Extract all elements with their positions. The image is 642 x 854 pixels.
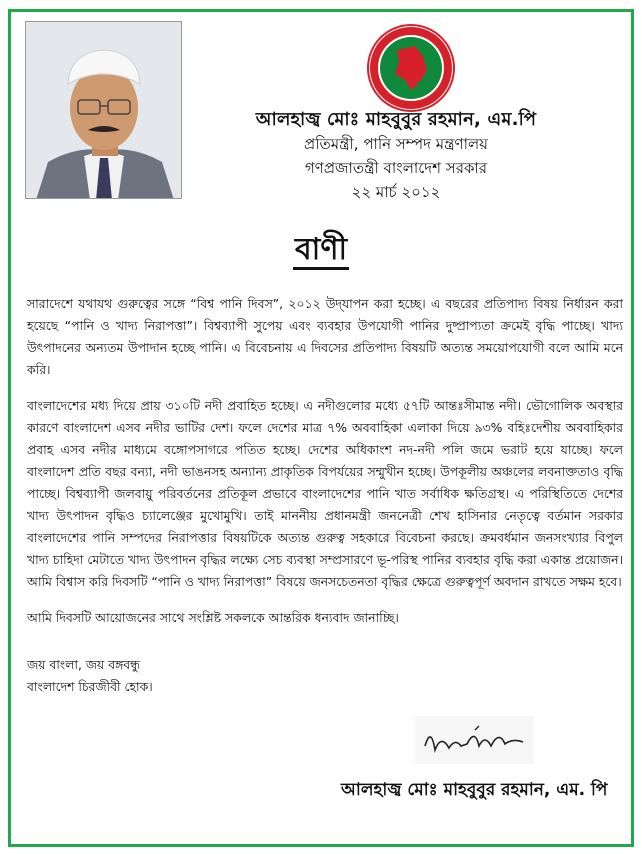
signature-scribble (415, 716, 533, 764)
government-seal-emblem (357, 22, 465, 114)
handwritten-signature (415, 716, 533, 764)
portrait-photo (25, 21, 182, 199)
message-body (27, 293, 623, 643)
closing-line-2: বাংলাদেশ চিরজীবী হোক। (27, 679, 153, 694)
signatory-name: আলহাজ্ব মোঃ মাহবুবুর রহমান, এম. পি (341, 780, 608, 800)
sender-name: আলহাজ্ব মোঃ মাহবুবুর রহমান, এম.পি (255, 109, 537, 130)
document-frame (8, 9, 634, 847)
message-heading (11, 225, 631, 276)
government-name: গণপ্রজাতন্ত্রী বাংলাদেশ সরকার (304, 159, 488, 177)
portrait-image (26, 22, 182, 199)
sender-header (201, 108, 591, 204)
closing-line-1: জয় বাংলা, জয় বঙ্গবন্ধু (27, 657, 140, 672)
message-heading-text: বাণী (293, 232, 349, 270)
government-seal (357, 22, 465, 114)
closing-slogans (27, 654, 153, 698)
paragraph-1: সারাদেশে যথাযথ গুরুত্বের সঙ্গে “বিশ্ব পানি দিবস”, ২০১২ উদ্‌যাপন করা হচ্ছে। এ বছরের প্রতিপাদ্য বিষয় নির্ধারন করা হয়েছে “পানি ও খাদ্য নিরাপত্তা”। বিশ্বব্যাপী সুপেয় এবং ব্যবহার উপযোগী পানির দুষ্প্রাপ্যতা ক্রমেই বৃদ্ধি পাচ্ছে। খাদ্য উৎপাদনের অন্যতম উপাদান হচ্ছে পানি। এ বিবেচনায় এ দিবসের প্রতিপাদ্য বিষয়টি অত্যন্ত সময়োপযোগী বলে আমি মনে করি। (27, 296, 623, 377)
paragraph-2: বাংলাদেশের মধ্য দিয়ে প্রায় ৩১০টি নদী প্রবাহিত হচ্ছে। এ নদীগুলোর মধ্যে ৫৭টি আন্তঃসীমান্ত নদী। ভৌগোলিক অবস্থার কারণে বাংলাদেশ এসব নদীর ভাটির দেশ। ফলে দেশের মাত্র ৭% অববাহিকা এলাকা দিয়ে ৯৩% বহিঃদেশীয় অববাহিকার প্রবাহ এসব নদীর মাধ্যমে বঙ্গোপসাগরে পতিত হচ্ছে। দেশের অধিকাংশ নদ-নদী পলি জমে ভরাট হয়ে যাচ্ছে। ফলে বাংলাদেশ প্রতি বছর বন্যা, নদী ভাঙনসহ অন্যান্য প্রাকৃতিক বিপর্যয়ের সম্মুখীন হচ্ছে। উপকূলীয় অঞ্চলের লবনাক্ততাও বৃদ্ধি পাচ্ছে। বিশ্বব্যাপী জলবায়ু পরিবর্তনের প্রতিকূল প্রভাবে বাংলাদেশের পানি খাত সর্বাধিক ক্ষতিগ্রস্থ। এ পরিস্থিতিতে দেশের খাদ্য উৎপাদন বৃদ্ধিও চ্যালেঞ্জের মুখোমুখি। তাই মাননীয় প্রধানমন্ত্রী জননেত্রী শেখ হাসিনার নেতৃত্বে বর্তমান সরকার বাংলাদেশের পানি সম্পদের নিরাপত্তার বিষয়টিকে অত্যন্ত গুরুত্ব সহকারে বিবেচনা করছে। ক্রমবর্ধমান জনসংখ্যার বিপুল খাদ্য চাহিদা মেটাতে খাদ্য উৎপাদন বৃদ্ধির লক্ষ্যে সেচ ব্যবস্থা সম্প্রসারণে ভূ-পরিস্থ পানির ব্যবহার বৃদ্ধি করা একান্ত প্রয়োজন। আমি বিশ্বাস করি দিবসটি “পানি ও খাদ্য নিরাপত্তা” বিষয়ে জনসচেতনতা বৃদ্ধির ক্ষেত্রে গুরুত্বপূর্ণ অবদান রাখতে সক্ষম হবে। (27, 398, 623, 589)
sender-designation: প্রতিমন্ত্রী, পানি সম্পদ মন্ত্রণালয় (304, 135, 488, 153)
message-date: ২২ মার্চ ২০১২ (351, 183, 441, 201)
paragraph-3: আমি দিবসটি আয়োজনের সাথে সংশ্লিষ্ট সকলকে আন্তরিক ধন্যবাদ জানাচ্ছি। (27, 610, 399, 625)
